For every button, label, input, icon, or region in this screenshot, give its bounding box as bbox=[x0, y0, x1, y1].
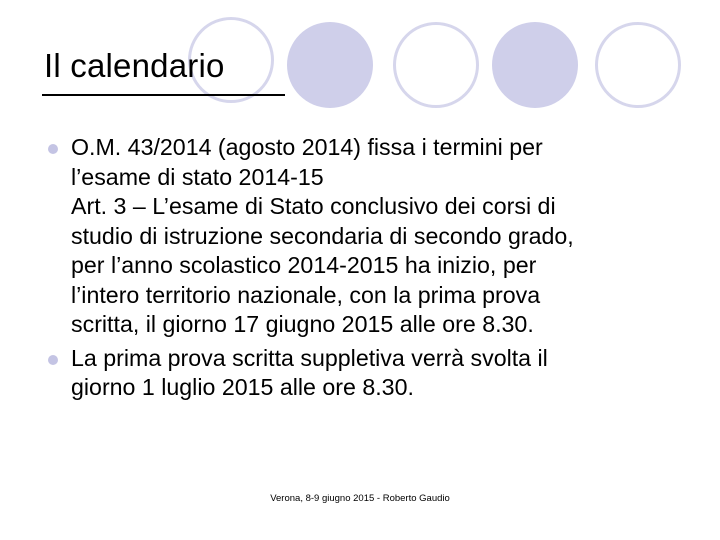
decorative-circle-3 bbox=[393, 22, 479, 108]
bullet-text-line: l’intero territorio nazionale, con la prima prova bbox=[71, 281, 541, 308]
bullet-dot-icon bbox=[48, 144, 58, 154]
bullet-list bbox=[48, 133, 698, 407]
bullet-text-line: O.M. 43/2014 (agosto 2014) fissa i termini per bbox=[71, 134, 543, 160]
slide-title: Il calendario bbox=[44, 47, 225, 84]
bullet-text-line: scritta, il giorno 17 giugno 2015 alle ore 8.30. bbox=[71, 311, 534, 337]
bullet-text-line: La prima prova scritta suppletiva verrà svolta il bbox=[71, 344, 548, 371]
bullet-item-2 bbox=[48, 344, 698, 403]
slide-footer: Verona, 8-9 giugno 2015 - Roberto Gaudio bbox=[270, 493, 450, 504]
bullet-text-line: per l’anno scolastico 2014-2015 ha inizio, per bbox=[71, 252, 537, 278]
decorative-circle-4 bbox=[492, 22, 578, 108]
decorative-circle-5 bbox=[595, 22, 681, 108]
title-underline bbox=[42, 94, 285, 96]
bullet-text-line: l’esame di stato 2014-15 bbox=[71, 163, 324, 190]
bullet-text-line: studio di istruzione secondaria di secondo grado, bbox=[71, 222, 574, 249]
bullet-text-line: Art. 3 – L’esame di Stato conclusivo dei corsi di bbox=[71, 193, 556, 219]
decorative-circle-2 bbox=[287, 22, 373, 108]
bullet-dot-icon bbox=[48, 355, 58, 365]
bullet-text-line: giorno 1 luglio 2015 alle ore 8.30. bbox=[71, 374, 414, 400]
bullet-item-1 bbox=[48, 133, 698, 340]
